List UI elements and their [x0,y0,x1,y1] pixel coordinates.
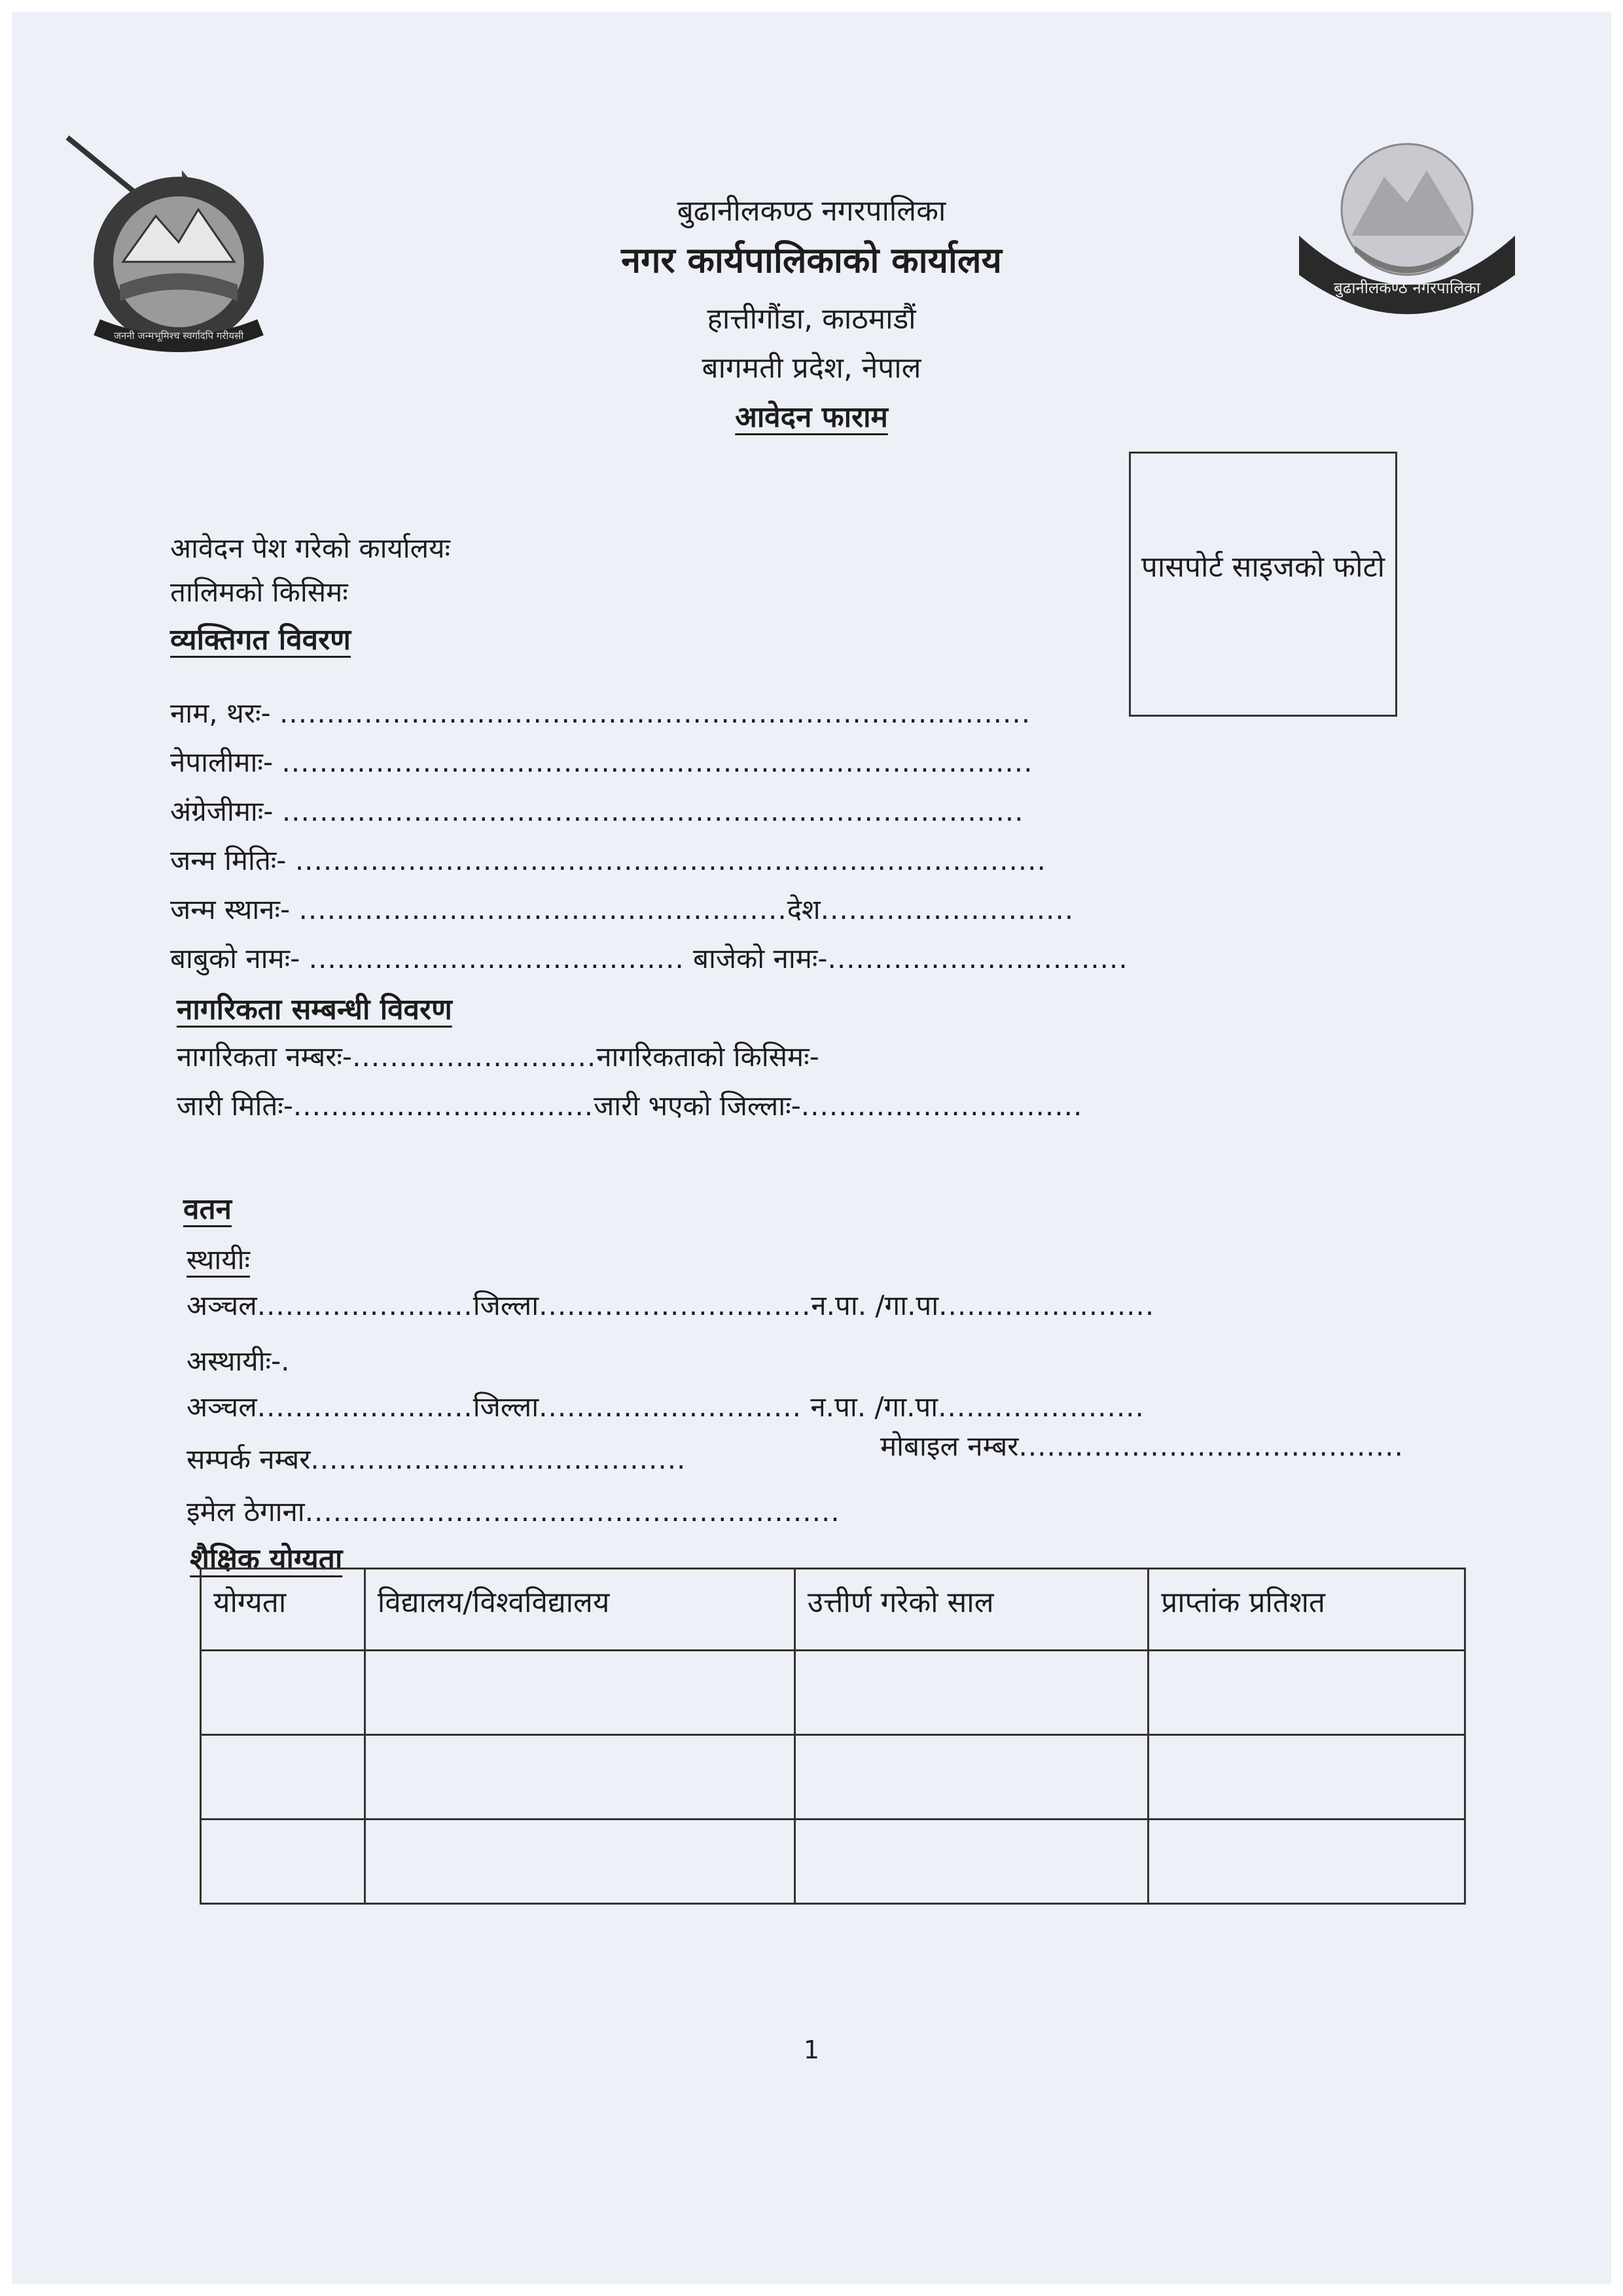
english-name-field[interactable]: ............................................................................... [281,795,1024,827]
nepali-name-label: नेपालीमाः- [170,746,274,778]
office-applied-label: आवेदन पेश गरेको कार्यालयः [170,532,451,564]
mobile-number-label: मोबाइल नम्बर [880,1430,1019,1462]
name-label: नाम, थरः- [170,697,271,729]
passport-photo-box[interactable] [1129,452,1397,717]
municipality-name: बुढानीलकण्ठ नगरपालिका [677,194,946,228]
address-line-2: बागमती प्रदेश, नेपाल [702,351,921,385]
citizenship-number-label: नागरिकता नम्बरः- [177,1041,353,1073]
page-number: 1 [803,2036,820,2064]
personal-details-heading: व्यक्तिगत विवरण [170,623,351,656]
country-label: देश [787,893,821,925]
issue-district-field[interactable]: .............................. [800,1090,1083,1122]
permanent-address-label: स्थायीः [187,1244,250,1276]
birthplace-field[interactable]: .................................................... [298,893,787,925]
father-name-label: बाबुको नामः- [170,942,300,975]
permanent-zone-field[interactable]: ....................... [257,1289,473,1321]
permanent-municipality-label: न.पा. /गा.पा [811,1289,939,1321]
table-cell[interactable] [794,1820,1148,1904]
table-cell[interactable] [794,1735,1148,1820]
table-row [201,1735,1465,1820]
permanent-zone-label: अञ्चल [187,1289,257,1321]
photo-box-label: पासपोर्ट साइजको फोटो [1141,550,1385,584]
permanent-municipality-field[interactable]: ....................... [938,1289,1155,1321]
address-heading: वतन [183,1193,232,1226]
temporary-district-field[interactable]: ............................ [539,1391,802,1423]
table-row [201,1651,1465,1735]
table-cell[interactable] [794,1651,1148,1735]
contact-number-label: सम्पर्क नम्बर [187,1443,311,1475]
temporary-zone-label: अञ्चल [187,1391,257,1423]
grandfather-name-field[interactable]: ................................ [827,942,1128,975]
education-heading: शैक्षिक योग्यता [190,1543,343,1576]
table-cell[interactable] [365,1735,794,1820]
emblem-motto-text: जननी जन्मभूमिश्च स्वर्गादपि गरीयसी [113,330,244,342]
country-field[interactable]: ........................... [820,893,1075,925]
col-percentage: प्राप्तांक प्रतिशत [1149,1569,1465,1651]
table-cell[interactable] [1149,1735,1465,1820]
temporary-municipality-field[interactable]: ...................... [938,1391,1145,1423]
logo-ribbon-text: बुढानीलकण्ठ नगरपालिका [1333,279,1481,297]
permanent-district-label: जिल्ला [473,1289,539,1321]
form-title: आवेदन फाराम [735,401,888,434]
mobile-number-field[interactable]: ......................................... [1018,1430,1404,1462]
table-cell[interactable] [1149,1820,1465,1904]
temporary-address-label: अस्थायीः-. [187,1345,290,1377]
education-table [200,1568,1466,1905]
table-cell[interactable] [201,1820,365,1904]
office-title: नगर कार्यपालिकाको कार्यालय [621,240,1002,281]
temporary-zone-field[interactable]: ....................... [257,1391,473,1423]
english-name-label: अंग्रेजीमाः- [170,795,274,827]
citizenship-type-label: नागरिकताको किसिमः- [596,1041,819,1073]
name-field[interactable]: ................................................................................ [279,697,1031,729]
permanent-district-field[interactable]: ............................. [539,1289,812,1321]
address-line-1: हात्तीगौंडा, काठमाडौं [707,302,916,336]
temporary-district-label: जिल्ला [473,1391,539,1423]
citizenship-heading: नागरिकता सम्बन्धी विवरण [177,993,452,1026]
temporary-municipality-label: न.पा. /गा.पा [810,1391,938,1423]
table-cell[interactable] [365,1820,794,1904]
col-institution: विद्यालय/विश्वविद्यालय [365,1569,794,1651]
father-name-field[interactable]: ........................................ [308,942,685,975]
dob-field[interactable]: ................................................................................ [294,844,1046,876]
col-pass-year: उत्तीर्ण गरेको साल [794,1569,1148,1651]
issue-date-field[interactable]: ................................ [293,1090,594,1122]
email-label: इमेल ठेगाना [187,1496,305,1528]
table-cell[interactable] [1149,1651,1465,1735]
table-cell[interactable] [201,1651,365,1735]
table-cell[interactable] [201,1735,365,1820]
email-field[interactable]: ......................................................... [304,1496,840,1528]
birthplace-label: जन्म स्थानः- [170,893,291,925]
table-cell[interactable] [365,1651,794,1735]
issue-date-label: जारी मितिः- [177,1090,293,1122]
col-qualification: योग्यता [201,1569,365,1651]
issue-district-label: जारी भएको जिल्लाः- [594,1090,801,1122]
contact-number-field[interactable]: ........................................ [310,1443,687,1475]
grandfather-name-label: बाजेको नामः- [693,942,828,975]
dob-label: जन्म मितिः- [170,844,287,876]
nepali-name-field[interactable]: ................................................................................ [281,746,1033,778]
education-header-row [201,1569,1465,1651]
training-type-label: तालिमको किसिमः [170,576,348,608]
citizenship-number-field[interactable]: .......................... [352,1041,597,1073]
table-row [201,1820,1465,1904]
